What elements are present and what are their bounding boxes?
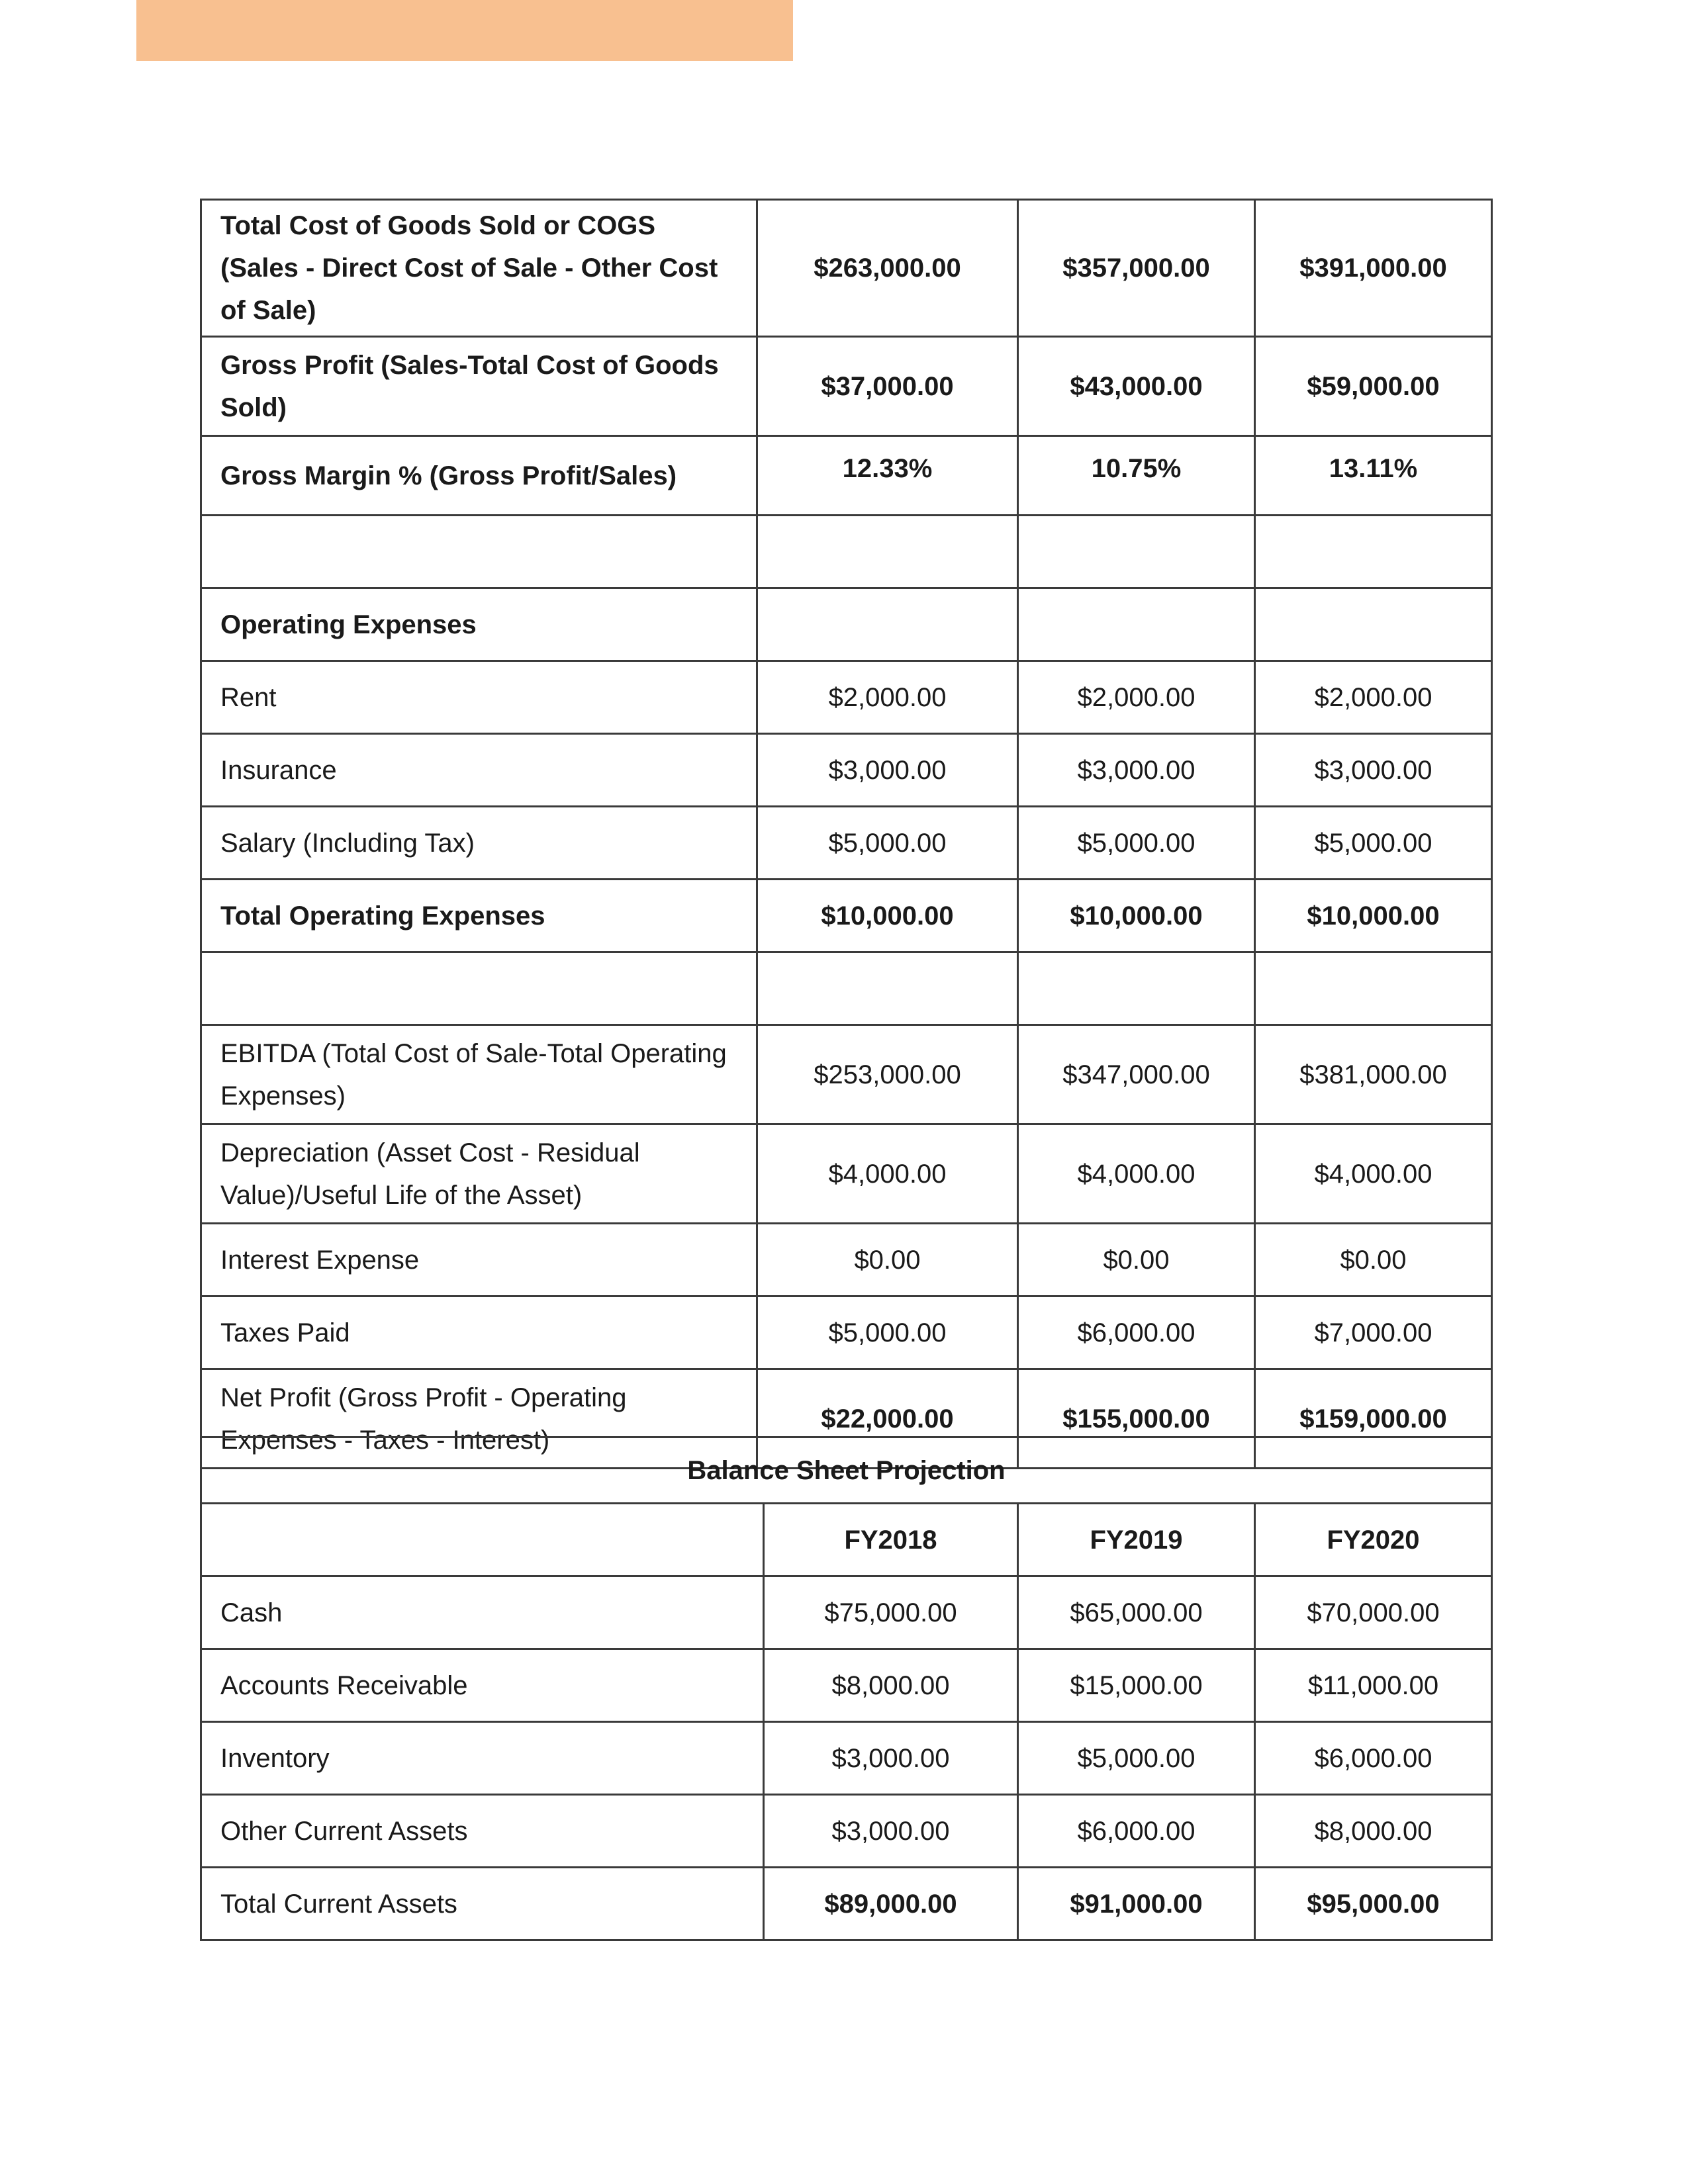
value-fy2018: $10,000.00 xyxy=(757,880,1018,952)
row-label: Insurance xyxy=(201,734,757,807)
value-fy2020: $4,000.00 xyxy=(1255,1124,1492,1224)
row-label: Inventory xyxy=(201,1722,764,1795)
value-fy2019: $6,000.00 xyxy=(1018,1297,1255,1369)
row-label: Interest Expense xyxy=(201,1224,757,1297)
value-fy2019: $10,000.00 xyxy=(1018,880,1255,952)
value-fy2019: $6,000.00 xyxy=(1018,1795,1255,1868)
value-fy2019: $65,000.00 xyxy=(1018,1576,1255,1649)
table-row-inventory xyxy=(201,1722,1492,1795)
row-label: Accounts Receivable xyxy=(201,1649,764,1722)
value-fy2019: $91,000.00 xyxy=(1018,1868,1255,1940)
value-fy2020: $5,000.00 xyxy=(1255,807,1492,880)
value-fy2020: $70,000.00 xyxy=(1255,1576,1492,1649)
table-row-taxes-paid xyxy=(201,1297,1492,1369)
value-fy2020: $95,000.00 xyxy=(1255,1868,1492,1940)
value-fy2020: $159,000.00 xyxy=(1255,1369,1492,1469)
value-fy2018 xyxy=(757,588,1018,661)
balance-sheet-title: Balance Sheet Projection xyxy=(201,1437,1492,1504)
value-fy2018: $8,000.00 xyxy=(764,1649,1018,1722)
value-fy2020: $6,000.00 xyxy=(1255,1722,1492,1795)
row-label: Operating Expenses xyxy=(201,588,757,661)
value-fy2018: $2,000.00 xyxy=(757,661,1018,734)
value-fy2018: $4,000.00 xyxy=(757,1124,1018,1224)
value-fy2020 xyxy=(1255,588,1492,661)
value-fy2019: $3,000.00 xyxy=(1018,734,1255,807)
value-fy2019 xyxy=(1018,952,1255,1025)
value-fy2020: $10,000.00 xyxy=(1255,880,1492,952)
row-label: Gross Profit (Sales-Total Cost of Goods Sold) xyxy=(201,337,757,436)
income-statement-table xyxy=(200,199,1493,1469)
table-row-rent xyxy=(201,661,1492,734)
table-row-accounts-receivable xyxy=(201,1649,1492,1722)
value-fy2020 xyxy=(1255,952,1492,1025)
row-label: Cash xyxy=(201,1576,764,1649)
value-fy2019: $155,000.00 xyxy=(1018,1369,1255,1469)
table-row-total-current-assets xyxy=(201,1868,1492,1940)
value-fy2018 xyxy=(757,516,1018,588)
value-fy2020: $2,000.00 xyxy=(1255,661,1492,734)
value-fy2018: $5,000.00 xyxy=(757,807,1018,880)
value-fy2018: $3,000.00 xyxy=(764,1722,1018,1795)
table-row-cash xyxy=(201,1576,1492,1649)
value-fy2019: $4,000.00 xyxy=(1018,1124,1255,1224)
value-fy2018: $22,000.00 xyxy=(757,1369,1018,1469)
table-title-row xyxy=(201,1437,1492,1504)
table-row-gross-profit xyxy=(201,337,1492,436)
row-label: Taxes Paid xyxy=(201,1297,757,1369)
row-label xyxy=(201,516,757,588)
table-row-total-operating-expenses xyxy=(201,880,1492,952)
table-row-insurance xyxy=(201,734,1492,807)
header-accent-band xyxy=(136,0,793,61)
value-fy2020: $3,000.00 xyxy=(1255,734,1492,807)
value-fy2020: $11,000.00 xyxy=(1255,1649,1492,1722)
table-row-ebitda xyxy=(201,1025,1492,1124)
value-fy2018: $3,000.00 xyxy=(757,734,1018,807)
value-fy2019: $2,000.00 xyxy=(1018,661,1255,734)
value-fy2020: 13.11% xyxy=(1255,436,1492,516)
table-row-salary xyxy=(201,807,1492,880)
value-fy2018: $89,000.00 xyxy=(764,1868,1018,1940)
row-label: EBITDA (Total Cost of Sale-Total Operating Expenses) xyxy=(201,1025,757,1124)
table-row-depreciation xyxy=(201,1124,1492,1224)
value-fy2018: 12.33% xyxy=(757,436,1018,516)
row-label: Total Cost of Goods Sold or COGS (Sales - Direct Cost of Sale - Other Cost of Sale) xyxy=(201,200,757,337)
row-label: Total Operating Expenses xyxy=(201,880,757,952)
row-label: Net Profit (Gross Profit - Operating Expenses - Taxes - Interest) xyxy=(201,1369,757,1469)
column-header-fy2020: FY2020 xyxy=(1255,1504,1492,1576)
value-fy2019: $347,000.00 xyxy=(1018,1025,1255,1124)
balance-sheet-table xyxy=(200,1436,1493,1941)
row-label: Other Current Assets xyxy=(201,1795,764,1868)
value-fy2018: $37,000.00 xyxy=(757,337,1018,436)
table-row-spacer xyxy=(201,952,1492,1025)
column-header-fy2019: FY2019 xyxy=(1018,1504,1255,1576)
table-row-gross-margin xyxy=(201,436,1492,516)
row-label: Gross Margin % (Gross Profit/Sales) xyxy=(201,436,757,516)
value-fy2018: $5,000.00 xyxy=(757,1297,1018,1369)
table-row-interest-expense xyxy=(201,1224,1492,1297)
value-fy2020: $8,000.00 xyxy=(1255,1795,1492,1868)
value-fy2020: $7,000.00 xyxy=(1255,1297,1492,1369)
value-fy2020: $391,000.00 xyxy=(1255,200,1492,337)
value-fy2019: $15,000.00 xyxy=(1018,1649,1255,1722)
value-fy2019: $5,000.00 xyxy=(1018,1722,1255,1795)
column-header-fy2018: FY2018 xyxy=(764,1504,1018,1576)
value-fy2019 xyxy=(1018,588,1255,661)
table-row-other-current-assets xyxy=(201,1795,1492,1868)
value-fy2019: $43,000.00 xyxy=(1018,337,1255,436)
value-fy2019: $0.00 xyxy=(1018,1224,1255,1297)
value-fy2018: $0.00 xyxy=(757,1224,1018,1297)
row-label: Salary (Including Tax) xyxy=(201,807,757,880)
value-fy2018: $3,000.00 xyxy=(764,1795,1018,1868)
value-fy2019: $357,000.00 xyxy=(1018,200,1255,337)
table-row-cogs xyxy=(201,200,1492,337)
value-fy2018: $253,000.00 xyxy=(757,1025,1018,1124)
value-fy2020: $0.00 xyxy=(1255,1224,1492,1297)
table-row-spacer xyxy=(201,516,1492,588)
row-label: Rent xyxy=(201,661,757,734)
value-fy2019 xyxy=(1018,516,1255,588)
table-header-row xyxy=(201,1504,1492,1576)
row-label: Total Current Assets xyxy=(201,1868,764,1940)
row-label xyxy=(201,952,757,1025)
value-fy2018: $263,000.00 xyxy=(757,200,1018,337)
table-row-operating-expenses-header xyxy=(201,588,1492,661)
value-fy2020: $59,000.00 xyxy=(1255,337,1492,436)
value-fy2020: $381,000.00 xyxy=(1255,1025,1492,1124)
value-fy2018: $75,000.00 xyxy=(764,1576,1018,1649)
value-fy2019: 10.75% xyxy=(1018,436,1255,516)
value-fy2018 xyxy=(757,952,1018,1025)
value-fy2020 xyxy=(1255,516,1492,588)
row-label: Depreciation (Asset Cost - Residual Value)/Useful Life of the Asset) xyxy=(201,1124,757,1224)
header-empty-cell xyxy=(201,1504,764,1576)
value-fy2019: $5,000.00 xyxy=(1018,807,1255,880)
